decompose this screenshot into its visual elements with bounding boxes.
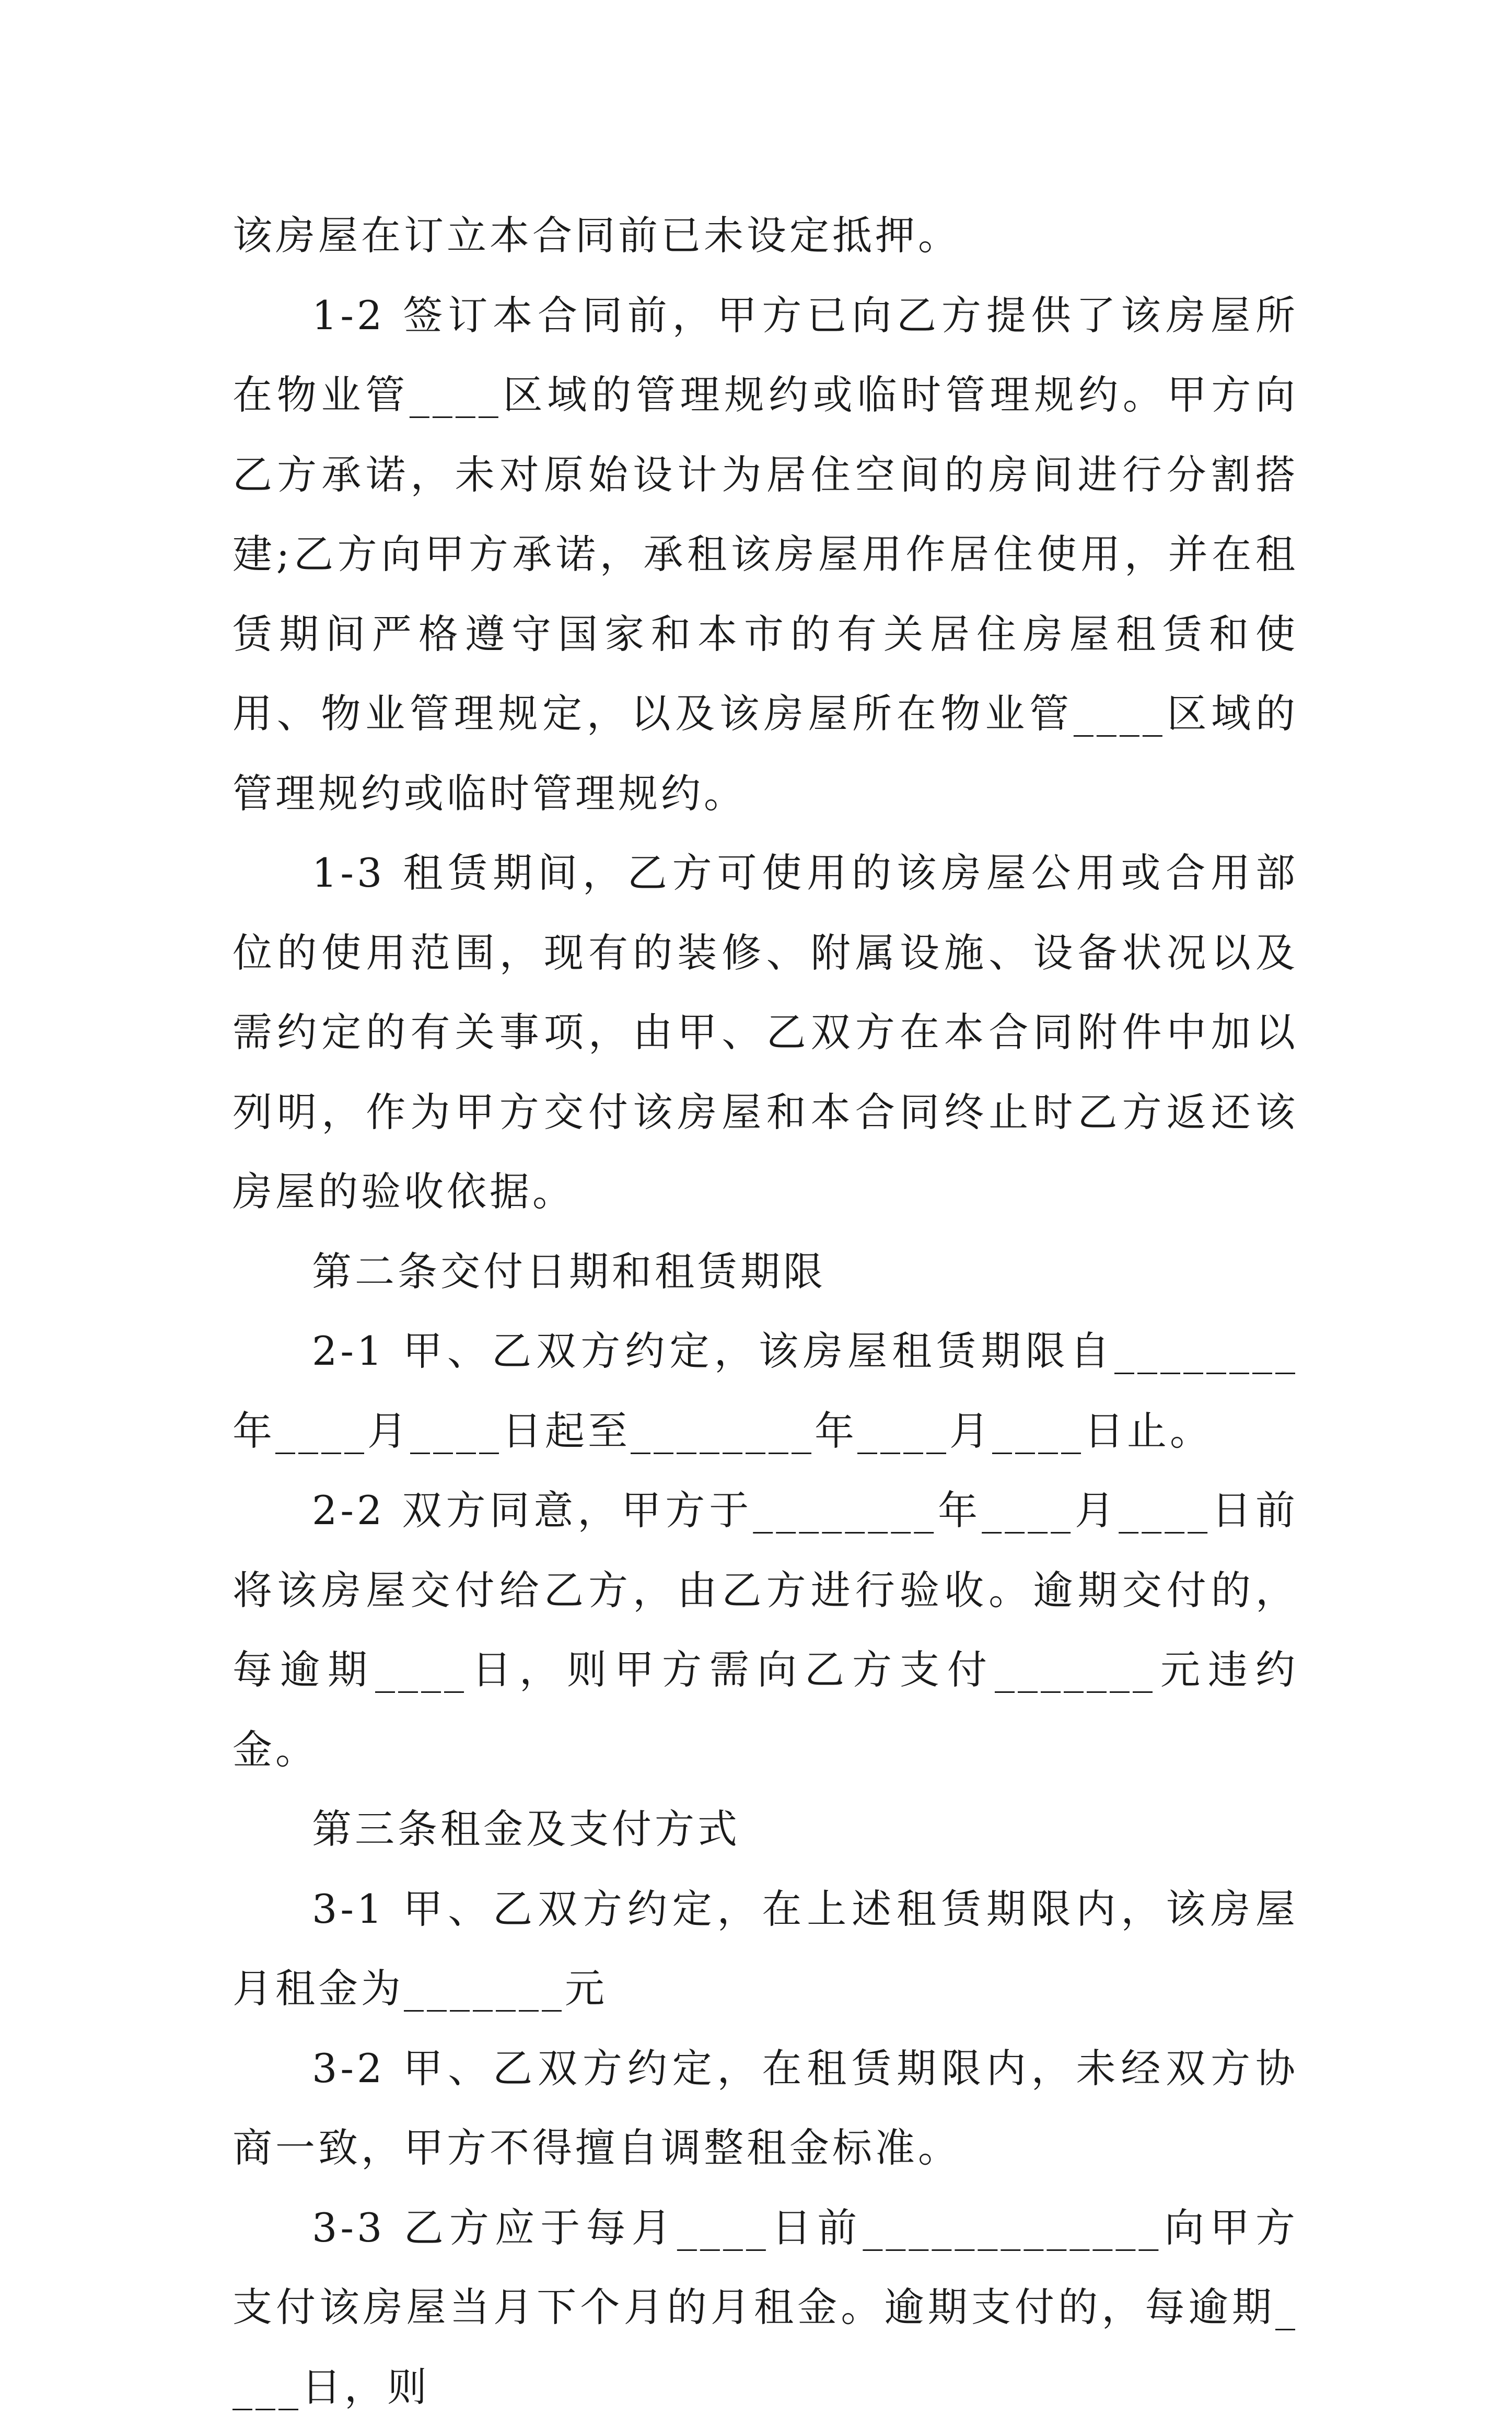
paragraph-clause-1-2: 1-2 签订本合同前，甲方已向乙方提供了该房屋所在物业管____区域的管理规约或临时管理规约。甲方向乙方承诺，未对原始设计为居住空间的房间进行分割搭建;乙方向甲方承诺，承租该房屋用作居住使用，并在租赁期间严格遵守国家和本市的有关居住房屋租赁和使用、物业管理规定，以及该房屋所在物业管____区域的管理规约或临时管理规约。 — [232, 276, 1298, 834]
paragraph-clause-2-1: 2-1 甲、乙双方约定，该房屋租赁期限自________年____月____日起至________年____月____日止。 — [232, 1311, 1298, 1471]
document-body — [232, 196, 1298, 2427]
paragraph-clause-3-2: 3-2 甲、乙双方约定，在租赁期限内，未经双方协商一致，甲方不得擅自调整租金标准。 — [232, 2029, 1298, 2188]
paragraph-clause-3-3: 3-3 乙方应于每月____日前_____________向甲方支付该房屋当月下个月的月租金。逾期支付的，每逾期____日，则 — [232, 2188, 1298, 2427]
paragraph-clause-3-1: 3-1 甲、乙双方约定，在上述租赁期限内，该房屋月租金为_______元 — [232, 1869, 1298, 2029]
section-heading-article-2: 第二条交付日期和租赁期限 — [232, 1232, 1298, 1312]
paragraph-clause-1-3: 1-3 租赁期间，乙方可使用的该房屋公用或合用部位的使用范围，现有的装修、附属设施、设备状况以及需约定的有关事项，由甲、乙双方在本合同附件中加以列明，作为甲方交付该房屋和本合同终止时乙方返还该房屋的验收依据。 — [232, 833, 1298, 1232]
section-heading-article-3: 第三条租金及支付方式 — [232, 1790, 1298, 1869]
paragraph-clause-2-2: 2-2 双方同意，甲方于________年____月____日前将该房屋交付给乙方，由乙方进行验收。逾期交付的，每逾期____日，则甲方需向乙方支付_______元违约金。 — [232, 1471, 1298, 1790]
paragraph-no-mortgage: 该房屋在订立本合同前已未设定抵押。 — [232, 196, 1298, 276]
